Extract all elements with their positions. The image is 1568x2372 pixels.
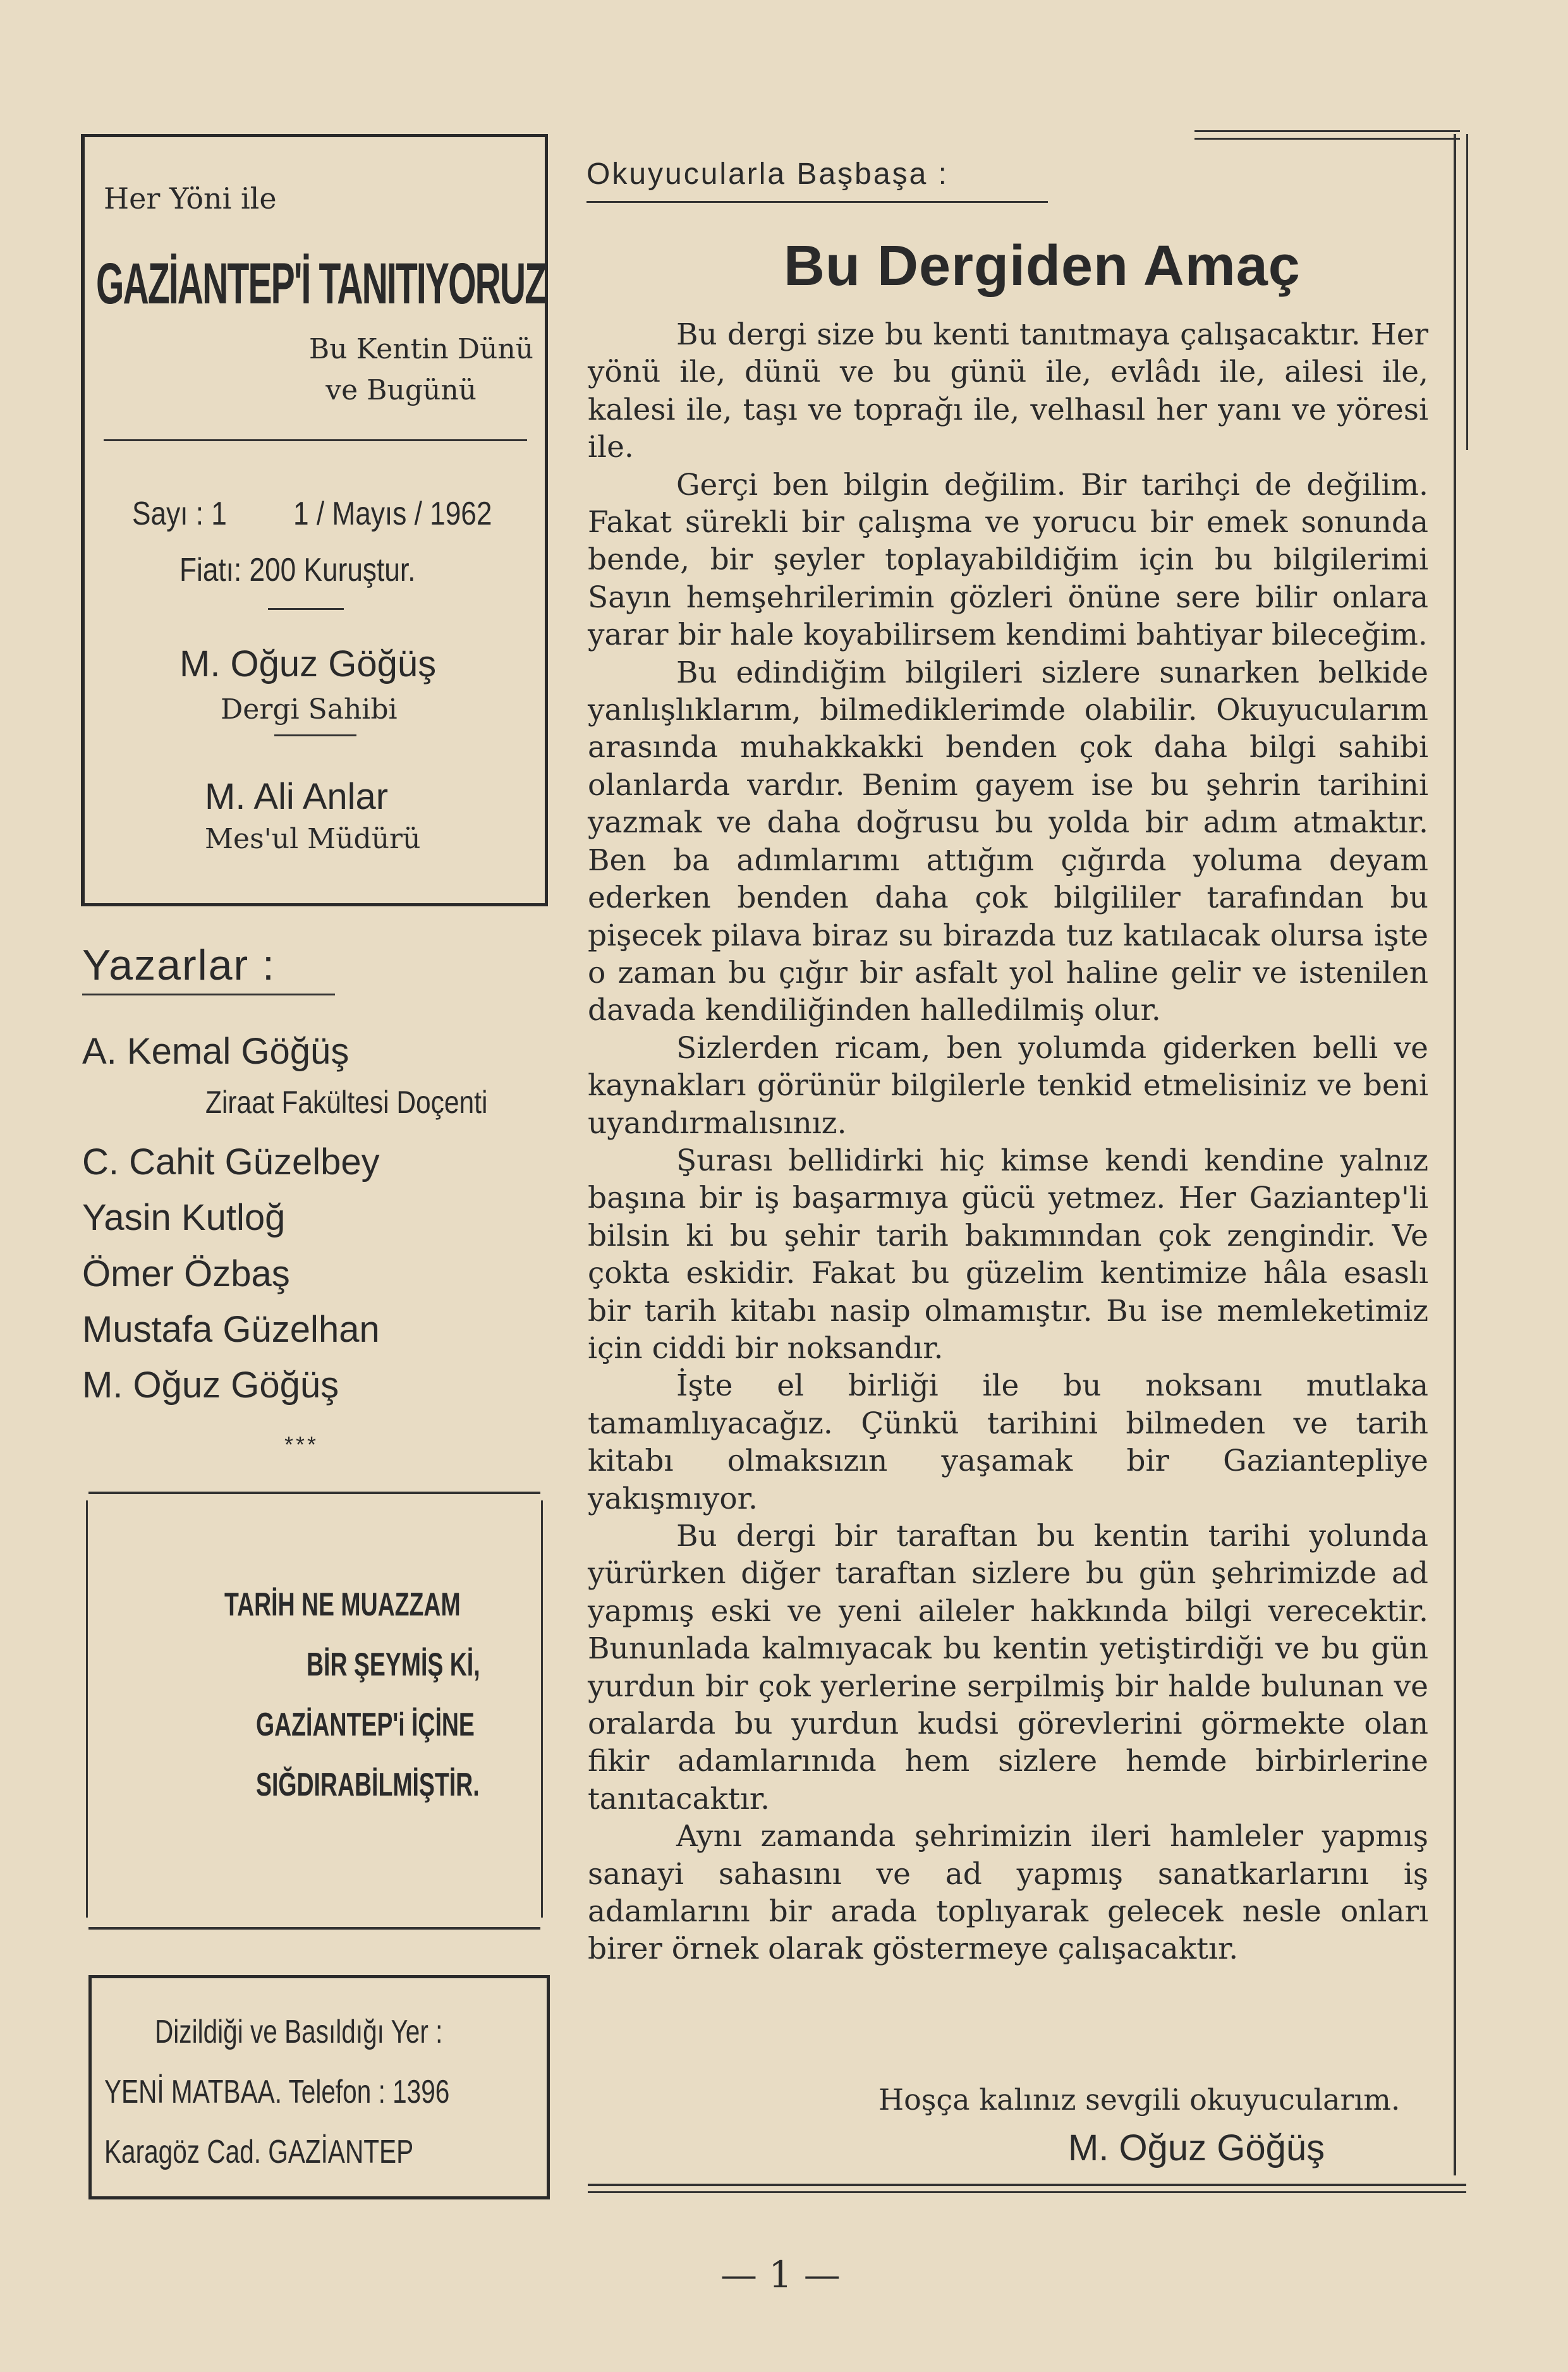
section-stars: *** <box>284 1432 319 1457</box>
writer-name: Yasin Kutloğ <box>82 1197 286 1238</box>
printer-line: Karagöz Cad. GAZİANTEP <box>104 2134 414 2170</box>
article-paragraph: Şurası bellidirki hiç kimse kendi kendine yalnız başına bir iş başarmıya gücü yetmez. Her Gaziantep'li bilsin ki bu şehir tarih bakımından çok zengindir. Ve çokta eskidir. Fakat bu güzelim kentimize hâla esaslı bir tarih kitabı nasip olmamıştır. Bu ise memleketimiz için ciddi bir noksandır. <box>588 1143 1428 1366</box>
writers-heading: Yazarlar : <box>82 941 276 989</box>
editor-role: Mes'ul Müdürü <box>205 823 421 855</box>
article-paragraph: Aynı zamanda şehrimizin ileri hamleler yapmış sanayi sahasını ve ad yapmış sanatkarlarını iş adamlarını bir arada toplıyarak gelecek nesle onları birer örnek olarak göstermeye çalışacaktır. <box>588 1819 1428 1967</box>
bottom-rule <box>588 2184 1466 2186</box>
printer-line: Dizildiği ve Basıldığı Yer : <box>155 2014 443 2050</box>
writer-name: M. Oğuz Göğüş <box>82 1365 339 1406</box>
writer-name: A. Kemal Göğüş <box>82 1031 349 1072</box>
issue-date: 1 / Mayıs / 1962 <box>293 496 492 532</box>
bottom-rule <box>588 2191 1466 2193</box>
column-right-rule <box>1454 134 1456 2175</box>
article-paragraph: Gerçi ben bilgin değilim. Bir tarihçi de değilim. Fakat sürekli bir çalışma ve yorucu bir emek sonunda bende, bir şeyler toplayabildiğim için bu bilgilerimi Sayın hemşehrilerimin gözleri önüne sere bilir onlara yarar bir hale koyabilirsem kendimi bahtiyar bileceğim. <box>588 467 1428 653</box>
owner-name: M. Oğuz Göğüş <box>179 643 437 684</box>
quote-box-left-border <box>86 1500 88 1918</box>
page-number: — 1 — <box>720 2253 841 2296</box>
article-closing: Hoşça kalınız sevgili okuyucularım. <box>878 2083 1401 2117</box>
article-paragraph: İşte el birliği ile bu noksanı mutlaka tamamlıyacağız. Çünkü tarihini bilmeden ve tarih kitabı olmaksızın yaşamak bir Gaziantepliye yakışmıyor. <box>588 1368 1428 1516</box>
column-top-rule <box>1194 138 1460 140</box>
writers-underline <box>82 994 335 995</box>
column-top-rule <box>1194 130 1460 132</box>
writer-note: Ziraat Fakültesi Doçenti <box>205 1085 488 1120</box>
quote-line: GAZİANTEP'i İÇİNE <box>256 1706 475 1743</box>
printer-line: YENİ MATBAA. Telefon : 1396 <box>104 2074 450 2110</box>
article-paragraph: Bu dergi bir taraftan bu kentin tarihi yolunda yürürken diğer taraftan sizlere bu gün şehrimizde ad yapmış eski ve yeni aileler hakkında bilgi verecektir. Bununlada kalmıyacak bu kentin yetiştirdiği ve bu gün yurdun bir çok yerlerine serpilmiş bir halde bulunan ve oralarda bu yurdun kudsi görevlerini görmekte olan fikir adamlarınıda hem sizlere hemde birbirlerine tanıtacaktır. <box>588 1519 1428 1816</box>
writer-name: Ömer Özbaş <box>82 1253 290 1294</box>
writer-name: Mustafa Güzelhan <box>82 1309 380 1350</box>
writer-name: C. Cahit Güzelbey <box>82 1141 380 1183</box>
article-paragraph: Bu edindiğim bilgileri sizlere sunarken belkide yanlışlıklarım, bilmediklerimde olabilir. Okuyucularım arasında muhakkakki benden çok daha bilgi sahibi olanlarda vardır. Benim gayem ise bu şehrin tarihini yazmak ve daha doğrusu bu yolda bir adım atmaktır. Ben ba adımlarımı attığım çığırda yoluma deyam ederken benden daha çok bilgililer tarafından bu pişecek pilava biraz su birazda tuz katılacak olursa işte o zaman bu çığır bir asfalt yol haline gelir ve istenilen davada kendiliğinden halledilmiş olur. <box>588 655 1428 1028</box>
quote-line: TARİH NE MUAZZAM <box>224 1586 461 1623</box>
magazine-title: GAZİANTEP'İ TANITIYORUZ <box>96 252 546 316</box>
quote-box-right-border <box>541 1500 543 1918</box>
owner-role: Dergi Sahibi <box>221 693 398 726</box>
quote-line: BİR ŞEYMİŞ Kİ, <box>307 1646 480 1683</box>
masthead-box <box>81 134 548 906</box>
column-right-rule-inner <box>1466 134 1468 450</box>
article-title: Bu Dergiden Amaç <box>784 234 1301 298</box>
editor-name: M. Ali Anlar <box>205 776 389 817</box>
issue-price: Fiatı: 200 Kuruştur. <box>179 552 416 588</box>
printer-info-box <box>88 1975 550 2199</box>
magazine-subtitle-line1: Bu Kentin Dünü <box>308 333 533 365</box>
short-divider <box>274 734 356 736</box>
section-underline <box>586 201 1048 203</box>
article-paragraph: Sizlerden ricam, ben yolumda giderken belli ve kaynakları görünür bilgilerle tenkid etmelisiniz ve beni uyandırmalısınız. <box>588 1030 1428 1141</box>
article-signature: M. Oğuz Göğüş <box>1068 2127 1325 2168</box>
article-body <box>588 316 1428 1968</box>
masthead-divider <box>104 439 527 441</box>
article-paragraph: Bu dergi size bu kenti tanıtmaya çalışacaktır. Her yönü ile, dünü ve bu günü ile, evlâdı ile, ailesi ile, kalesi ile, taşı ve toprağı ile, velhasıl her yanı ve yöresi ile. <box>588 317 1428 465</box>
section-heading: Okuyucularla Başbaşa : <box>586 157 949 191</box>
short-divider <box>268 608 344 610</box>
issue-number: Sayı : 1 <box>132 496 227 532</box>
quote-line: SIĞDIRABİLMİŞTİR. <box>256 1767 480 1803</box>
masthead-prefix: Her Yöni ile <box>104 181 277 216</box>
magazine-subtitle-line2: ve Bugünü <box>325 374 477 406</box>
quote-box <box>88 1492 540 1930</box>
